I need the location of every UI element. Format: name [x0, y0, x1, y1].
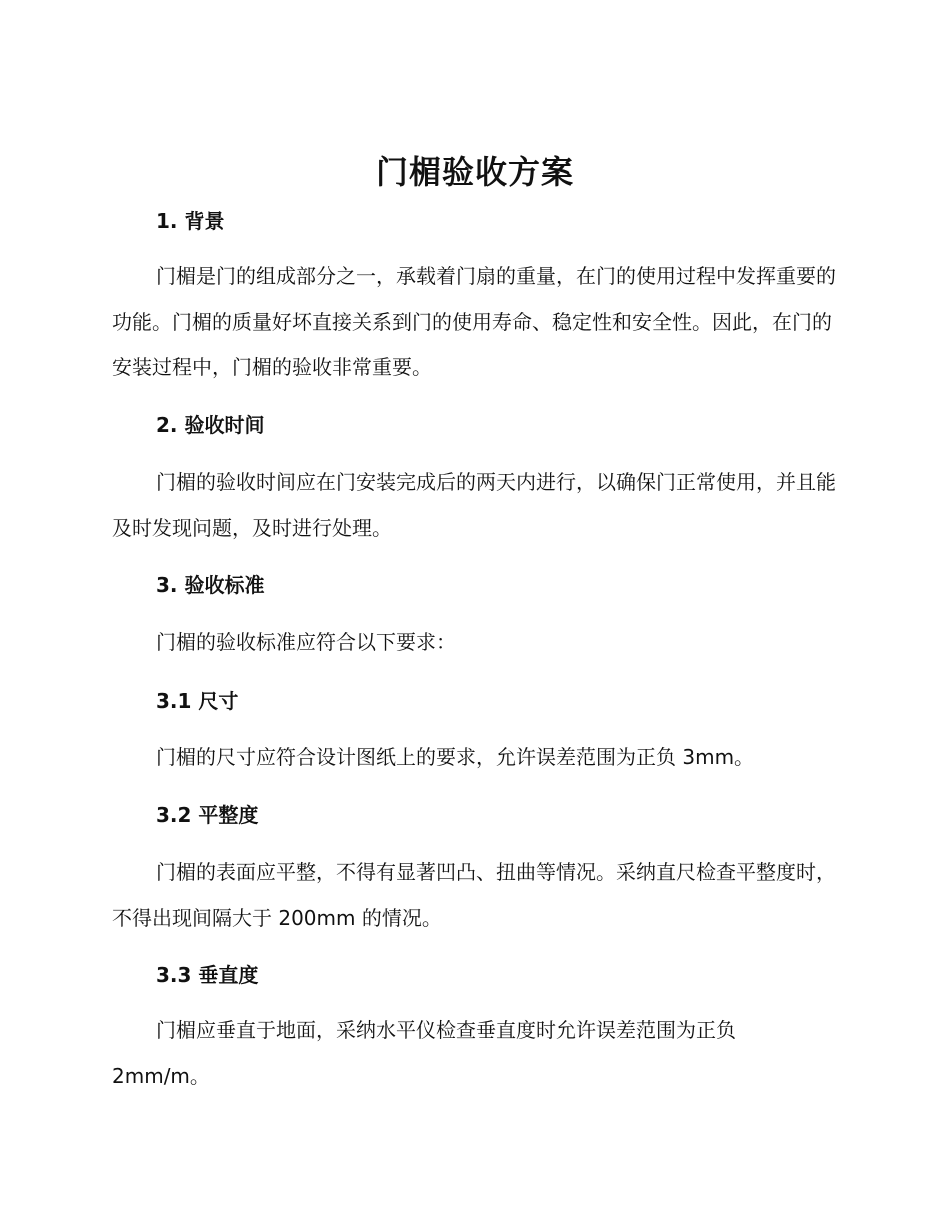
- document-title: 门楣验收方案: [375, 153, 574, 191]
- section-heading-dimensions: 3.1 尺寸: [156, 689, 239, 713]
- section-paragraph-dimensions: 门楣的尺寸应符合设计图纸上的要求，允许误差范围为正负 3mm。: [156, 745, 755, 769]
- section-heading-verticality: 3.3 垂直度: [156, 963, 259, 987]
- section-paragraph-verticality: 门楣应垂直于地面，采纳水平仪检查垂直度时允许误差范围为正负 2mm/m。: [112, 1018, 736, 1088]
- section-paragraph-inspection-time: 门楣的验收时间应在门安装完成后的两天内进行，以确保门正常使用，并且能及时发现问题，及时进行处理。: [112, 470, 836, 540]
- section-paragraph-flatness: 门楣的表面应平整，不得有显著凹凸、扭曲等情况。采纳直尺检查平整度时，不得出现间隔大于 200mm 的情况。: [112, 860, 836, 930]
- section-heading-inspection-standard: 3. 验收标准: [156, 573, 265, 597]
- section-paragraph-background: 门楣是门的组成部分之一，承载着门扇的重量，在门的使用过程中发挥重要的功能。门楣的质量好坏直接关系到门的使用寿命、稳定性和安全性。因此，在门的安装过程中，门楣的验收非常重要。: [112, 264, 836, 379]
- section-heading-inspection-time: 2. 验收时间: [156, 413, 265, 437]
- section-paragraph-inspection-standard: 门楣的验收标准应符合以下要求：: [156, 630, 456, 654]
- section-heading-flatness: 3.2 平整度: [156, 803, 259, 827]
- section-heading-background: 1. 背景: [156, 209, 225, 233]
